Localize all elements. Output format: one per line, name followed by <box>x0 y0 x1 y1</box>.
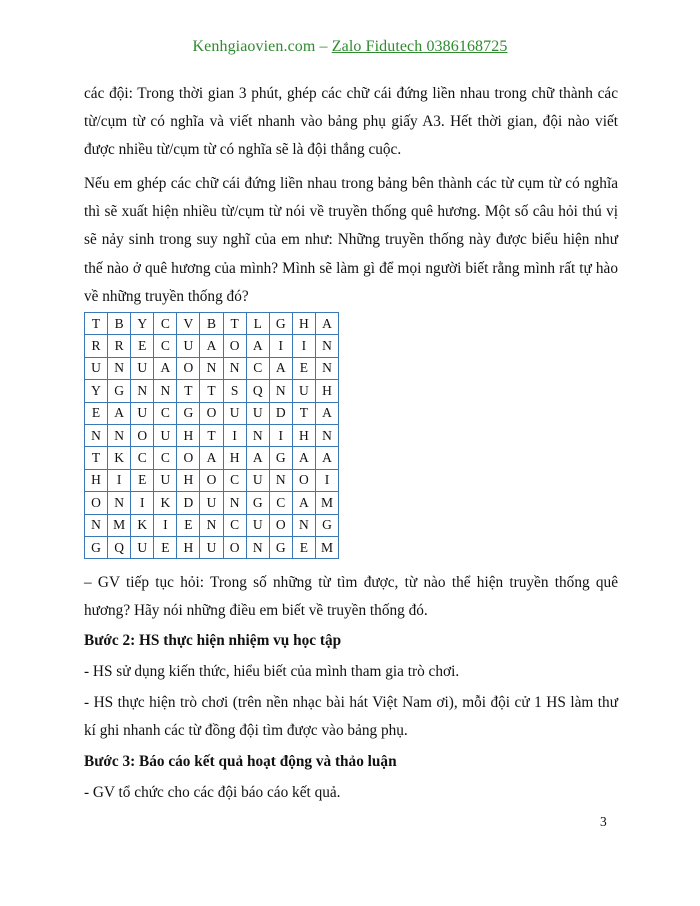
grid-cell: T <box>292 402 315 424</box>
grid-cell: T <box>85 447 108 469</box>
grid-cell: U <box>246 514 269 536</box>
grid-cell: A <box>315 447 338 469</box>
grid-cell: A <box>269 357 292 379</box>
grid-row <box>85 357 339 379</box>
grid-cell: O <box>131 424 154 446</box>
step2-heading: Bước 2: HS thực hiện nhiệm vụ học tập <box>84 632 342 649</box>
grid-cell: U <box>154 469 177 491</box>
grid-cell: M <box>108 514 131 536</box>
grid-cell: N <box>223 357 246 379</box>
grid-cell: H <box>177 424 200 446</box>
grid-row <box>85 514 339 536</box>
grid-cell: Q <box>246 380 269 402</box>
grid-cell: A <box>200 335 223 357</box>
grid-cell: C <box>223 469 246 491</box>
grid-cell: O <box>269 514 292 536</box>
grid-cell: N <box>292 514 315 536</box>
grid-cell: C <box>246 357 269 379</box>
grid-cell: R <box>108 335 131 357</box>
grid-cell: N <box>246 424 269 446</box>
grid-cell: E <box>85 402 108 424</box>
grid-cell: E <box>292 536 315 558</box>
grid-cell: I <box>269 335 292 357</box>
grid-cell: E <box>131 469 154 491</box>
grid-cell: A <box>292 492 315 514</box>
grid-cell: N <box>269 469 292 491</box>
grid-cell: U <box>85 357 108 379</box>
grid-cell: E <box>131 335 154 357</box>
grid-cell: D <box>177 492 200 514</box>
grid-cell: T <box>223 313 246 335</box>
grid-cell: A <box>315 313 338 335</box>
grid-cell: N <box>315 424 338 446</box>
grid-cell: G <box>246 492 269 514</box>
grid-cell: A <box>246 447 269 469</box>
step2-item-1: - HS sử dụng kiến thức, hiểu biết của mình tham gia trò chơi. <box>84 663 460 680</box>
grid-cell: N <box>200 514 223 536</box>
grid-cell: H <box>177 536 200 558</box>
grid-row <box>85 313 339 335</box>
grid-cell: C <box>131 447 154 469</box>
grid-cell: O <box>177 357 200 379</box>
grid-row <box>85 380 339 402</box>
grid-cell: N <box>154 380 177 402</box>
grid-cell: H <box>177 469 200 491</box>
grid-cell: N <box>108 424 131 446</box>
grid-cell: C <box>269 492 292 514</box>
grid-cell: T <box>177 380 200 402</box>
grid-cell: D <box>269 402 292 424</box>
grid-row <box>85 447 339 469</box>
grid-cell: A <box>315 402 338 424</box>
grid-cell: C <box>223 514 246 536</box>
grid-cell: N <box>315 357 338 379</box>
grid-cell: Y <box>85 380 108 402</box>
grid-cell: O <box>200 402 223 424</box>
grid-cell: I <box>131 492 154 514</box>
grid-cell: A <box>154 357 177 379</box>
grid-cell: N <box>269 380 292 402</box>
grid-cell: O <box>200 469 223 491</box>
grid-cell: U <box>131 357 154 379</box>
header-zalo-link[interactable]: Zalo Fidutech 0386168725 <box>331 38 508 55</box>
grid-cell: N <box>131 380 154 402</box>
grid-cell: B <box>200 313 223 335</box>
grid-cell: I <box>292 335 315 357</box>
grid-cell: U <box>292 380 315 402</box>
grid-cell: O <box>85 492 108 514</box>
grid-cell: U <box>131 402 154 424</box>
grid-cell: K <box>131 514 154 536</box>
grid-cell: U <box>246 469 269 491</box>
grid-row <box>85 536 339 558</box>
grid-cell: C <box>154 313 177 335</box>
grid-cell: N <box>108 357 131 379</box>
grid-cell: R <box>85 335 108 357</box>
grid-cell: E <box>292 357 315 379</box>
grid-cell: Y <box>131 313 154 335</box>
grid-cell: N <box>200 357 223 379</box>
grid-cell: I <box>154 514 177 536</box>
intro-paragraph: các đội: Trong thời gian 3 phút, ghép các chữ cái đứng liền nhau trong chữ thành các từ/cụm từ có nghĩa và viết nhanh vào bảng phụ giấy A3. Hết thời gian, đội nào viết được nhiều từ/cụm từ có nghĩa sẽ là đội thắng cuộc. <box>84 85 618 159</box>
grid-cell: E <box>154 536 177 558</box>
grid-cell: A <box>292 447 315 469</box>
grid-cell: O <box>292 469 315 491</box>
grid-cell: I <box>269 424 292 446</box>
grid-cell: C <box>154 335 177 357</box>
grid-cell: A <box>108 402 131 424</box>
header-separator: – <box>315 38 332 55</box>
grid-cell: U <box>154 424 177 446</box>
grid-cell: H <box>292 313 315 335</box>
letter-grid <box>84 312 339 559</box>
grid-row <box>85 424 339 446</box>
grid-row <box>85 492 339 514</box>
grid-row <box>85 469 339 491</box>
grid-cell: G <box>269 447 292 469</box>
grid-cell: A <box>246 335 269 357</box>
grid-cell: H <box>85 469 108 491</box>
grid-cell: M <box>315 492 338 514</box>
grid-cell: I <box>223 424 246 446</box>
grid-cell: T <box>200 424 223 446</box>
grid-cell: Q <box>108 536 131 558</box>
grid-cell: B <box>108 313 131 335</box>
grid-cell: T <box>85 313 108 335</box>
step3-heading: Bước 3: Báo cáo kết quả hoạt động và thảo luận <box>84 753 397 770</box>
grid-cell: G <box>108 380 131 402</box>
grid-cell: K <box>154 492 177 514</box>
grid-cell: U <box>131 536 154 558</box>
grid-cell: K <box>108 447 131 469</box>
grid-cell: M <box>315 536 338 558</box>
grid-row <box>85 335 339 357</box>
grid-cell: G <box>269 536 292 558</box>
grid-cell: G <box>315 514 338 536</box>
grid-cell: L <box>246 313 269 335</box>
page-header <box>0 38 700 56</box>
context-paragraph: Nếu em ghép các chữ cái đứng liền nhau trong bảng bên thành các từ cụm từ có nghĩa thì sẽ xuất hiện nhiều từ/cụm từ nói về truyền thống quê hương. Một số câu hỏi thú vị sẽ nảy sinh trong suy nghĩ của em như: Những truyền thống này được biểu hiện như thế nào ở quê hương của mình? Mình sẽ làm gì để mọi người biết rằng mình rất tự hào về những truyền thống đó? <box>84 175 618 305</box>
grid-cell: U <box>223 402 246 424</box>
grid-cell: O <box>223 335 246 357</box>
grid-cell: A <box>200 447 223 469</box>
grid-cell: U <box>200 536 223 558</box>
grid-cell: H <box>223 447 246 469</box>
grid-cell: N <box>246 536 269 558</box>
grid-cell: N <box>85 514 108 536</box>
header-site: Kenhgiaovien.com <box>192 38 316 55</box>
grid-cell: O <box>177 447 200 469</box>
grid-cell: N <box>315 335 338 357</box>
grid-cell: G <box>85 536 108 558</box>
grid-row <box>85 402 339 424</box>
grid-cell: I <box>108 469 131 491</box>
page-number: 3 <box>600 814 607 829</box>
grid-cell: E <box>177 514 200 536</box>
grid-cell: C <box>154 447 177 469</box>
question-paragraph: – GV tiếp tục hỏi: Trong số những từ tìm được, từ nào thể hiện truyền thống quê hương? Hãy nói những điều em biết về truyền thống đó. <box>84 574 618 620</box>
step2-item-2: - HS thực hiện trò chơi (trên nền nhạc bài hát Việt Nam ơi), mỗi đội cử 1 HS làm thư kí ghi nhanh các từ đồng đội tìm được vào bảng phụ. <box>84 694 618 739</box>
step3-item-1: - GV tổ chức cho các đội báo cáo kết quả. <box>84 784 341 801</box>
grid-cell: S <box>223 380 246 402</box>
grid-cell: I <box>315 469 338 491</box>
grid-cell: G <box>269 313 292 335</box>
grid-cell: H <box>315 380 338 402</box>
grid-cell: N <box>85 424 108 446</box>
grid-cell: V <box>177 313 200 335</box>
grid-cell: U <box>246 402 269 424</box>
grid-cell: U <box>177 335 200 357</box>
grid-cell: N <box>108 492 131 514</box>
grid-cell: H <box>292 424 315 446</box>
grid-cell: C <box>154 402 177 424</box>
grid-cell: G <box>177 402 200 424</box>
grid-cell: U <box>200 492 223 514</box>
grid-cell: O <box>223 536 246 558</box>
grid-cell: N <box>223 492 246 514</box>
grid-cell: T <box>200 380 223 402</box>
